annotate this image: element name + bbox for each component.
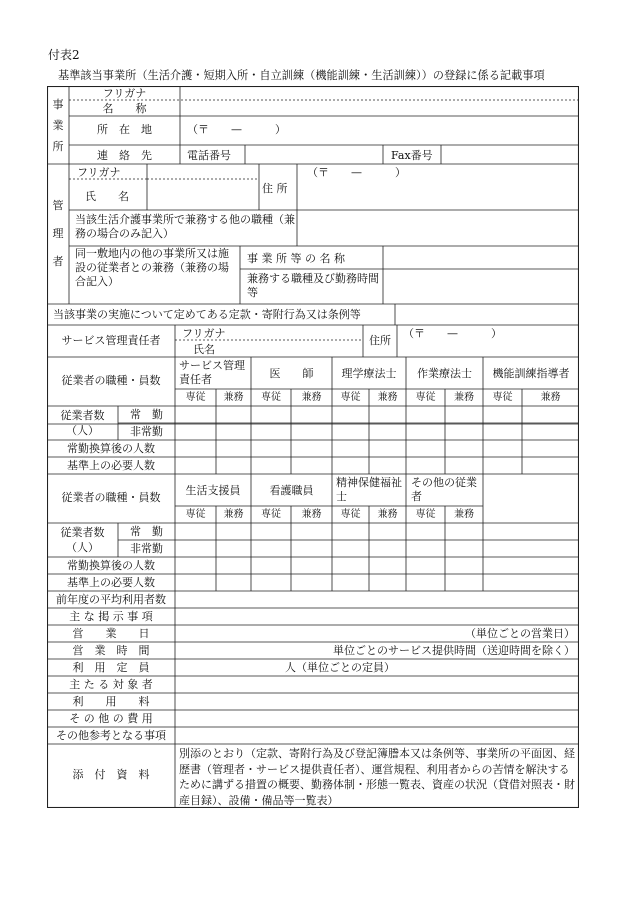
attachments-text: 別添のとおり（定款、寄附行為及び登記簿謄本又は条例等、事業所の平面図、経歴書（管理者・サービス提供責任者）、運営規程、利用者からの苦情を解決するために講ずる措置の概要、勤務体制・形態一覧表、資産の状況（貸借対照表・財産目録）、設備・備品等一覧表） xyxy=(179,747,575,807)
business-days-label: 営 業 日 xyxy=(72,627,150,640)
staff1-sub-dedicated: 専従 xyxy=(415,392,436,403)
staff2-sub-dedicated: 専従 xyxy=(185,509,206,520)
staff1-role: 作業療法士 xyxy=(417,367,472,380)
office-contact-label: 連 絡 先 xyxy=(97,149,152,162)
manager-furigana-label: フリガナ xyxy=(77,166,121,179)
fee-label: 利 用 料 xyxy=(72,695,150,708)
capacity-note: 人（単位ごとの定員） xyxy=(285,661,395,674)
staff2-parttime-label: 非常勤 xyxy=(130,542,163,555)
staff2-sub-concurrent: 兼務 xyxy=(377,509,398,520)
manager-group-label xyxy=(51,192,65,276)
business-hours-note: 単位ごとのサービス提供時間（送迎時間を除く） xyxy=(333,644,575,657)
avg-users-label: 前年度の平均利用者数 xyxy=(56,593,166,606)
office-group-char: 事 xyxy=(52,98,64,111)
staff1-sub-dedicated: 専従 xyxy=(261,392,281,403)
office-furigana-label: フリガナ xyxy=(102,87,147,100)
manager-group-char: 者 xyxy=(52,255,64,268)
office-fax-label: Fax番号 xyxy=(391,149,433,162)
business-days-note: （単位ごとの営業日） xyxy=(465,627,575,640)
staff1-fulltime-label: 常 勤 xyxy=(130,408,163,421)
office-address-label: 所 在 地 xyxy=(97,123,152,136)
manager-name-label: 氏 名 xyxy=(85,190,129,203)
staff2-role: その他の従業者 xyxy=(411,476,477,503)
staff1-role: サービス管理責任者 xyxy=(179,359,245,386)
registration-form xyxy=(47,86,579,808)
office-group-label xyxy=(51,94,65,157)
service-manager-furigana-label: フリガナ xyxy=(182,327,226,340)
staff2-role: 精神保健福祉士 xyxy=(336,476,402,503)
office-group-char: 所 xyxy=(52,140,64,153)
staff1-header: 従業者の職種・員数 xyxy=(61,374,161,387)
office-name-label: 名 称 xyxy=(102,102,147,115)
staff1-sub-concurrent: 兼務 xyxy=(223,392,244,403)
staff1-sub-concurrent: 兼務 xyxy=(454,392,474,403)
staff2-sub-concurrent: 兼務 xyxy=(301,509,322,520)
attachments-label: 添 付 資 料 xyxy=(72,768,150,781)
office-postal-code: （〒 — ） xyxy=(187,123,286,136)
staff1-sub-concurrent: 兼務 xyxy=(301,392,322,403)
office-group-char: 業 xyxy=(52,119,64,132)
manager-group-char: 管 xyxy=(52,199,64,212)
target-label: 主 た る 対 象 者 xyxy=(69,678,153,691)
manager-postal-code: （〒 — ） xyxy=(307,166,406,179)
service-manager-residence-label: 住所 xyxy=(369,334,391,347)
staff2-sub-dedicated: 専従 xyxy=(340,509,361,520)
staff1-role: 機能訓練指導者 xyxy=(492,367,570,380)
staff1-sub-dedicated: 専従 xyxy=(492,392,513,403)
staff1-parttime-label: 非常勤 xyxy=(130,425,163,438)
service-manager-postal-code: （〒 — ） xyxy=(403,327,502,340)
manager-other-facility-label: 同一敷地内の他の事業所又は施設の従業者との兼務（兼務の場合記入） xyxy=(75,247,229,288)
appendix-label: 付表2 xyxy=(48,48,80,62)
staff2-sub-dedicated: 専従 xyxy=(261,509,281,520)
staff1-sub-dedicated: 専従 xyxy=(185,392,206,403)
staff2-converted-label: 常勤換算後の人数 xyxy=(67,559,155,572)
manager-other-job-label: 当該生活介護事業所で兼務する他の職種（兼務の場合のみ記入） xyxy=(75,213,295,240)
manager-facility-job-label: 兼務する職種及び勤務時間等 xyxy=(247,272,379,299)
service-manager-name-label: 氏名 xyxy=(193,343,215,356)
office-phone-label: 電話番号 xyxy=(187,149,231,162)
notices-label: 主 な 掲 示 事 項 xyxy=(69,610,153,623)
staff2-sub-concurrent: 兼務 xyxy=(454,509,474,520)
staff1-sub-dedicated: 専従 xyxy=(340,392,361,403)
staff1-sub-concurrent: 兼務 xyxy=(377,392,398,403)
staff1-sub-concurrent: 兼務 xyxy=(540,392,561,403)
staff2-sub-dedicated: 専従 xyxy=(415,509,436,520)
other-reference-label: その他参考となる事項 xyxy=(56,729,166,742)
staff1-role: 医 師 xyxy=(269,367,314,380)
staff2-count-label: 従業者数（人） xyxy=(60,526,105,554)
service-manager-label: サービス管理責任者 xyxy=(61,334,161,347)
staff2-header: 従業者の職種・員数 xyxy=(61,491,161,504)
business-hours-label: 営 業 時 間 xyxy=(72,644,150,657)
staff1-converted-label: 常勤換算後の人数 xyxy=(67,442,155,455)
staff1-count-label: 従業者数（人） xyxy=(60,409,105,437)
articles-label: 当該事業の実施について定めてある定款・寄附行為又は条例等 xyxy=(53,308,361,321)
manager-group-char: 理 xyxy=(52,227,64,240)
staff2-required-label: 基準上の必要人数 xyxy=(67,576,155,589)
staff2-fulltime-label: 常 勤 xyxy=(130,525,163,538)
document-title: 基準該当事業所（生活介護・短期入所・自立訓練（機能訓練・生活訓練））の登録に係る記載事項 xyxy=(58,69,545,82)
staff2-role: 生活支援員 xyxy=(185,484,241,497)
other-fee-label: そ の 他 の 費 用 xyxy=(69,712,153,725)
staff1-role: 理学療法士 xyxy=(341,367,397,380)
staff1-required-label: 基準上の必要人数 xyxy=(67,459,155,472)
staff2-role: 看護職員 xyxy=(269,484,314,497)
capacity-label: 利 用 定 員 xyxy=(72,661,150,674)
manager-residence-label: 住 所 xyxy=(262,182,288,195)
manager-facility-name-label: 事 業 所 等 の 名 称 xyxy=(247,252,345,265)
staff2-sub-concurrent: 兼務 xyxy=(223,509,244,520)
